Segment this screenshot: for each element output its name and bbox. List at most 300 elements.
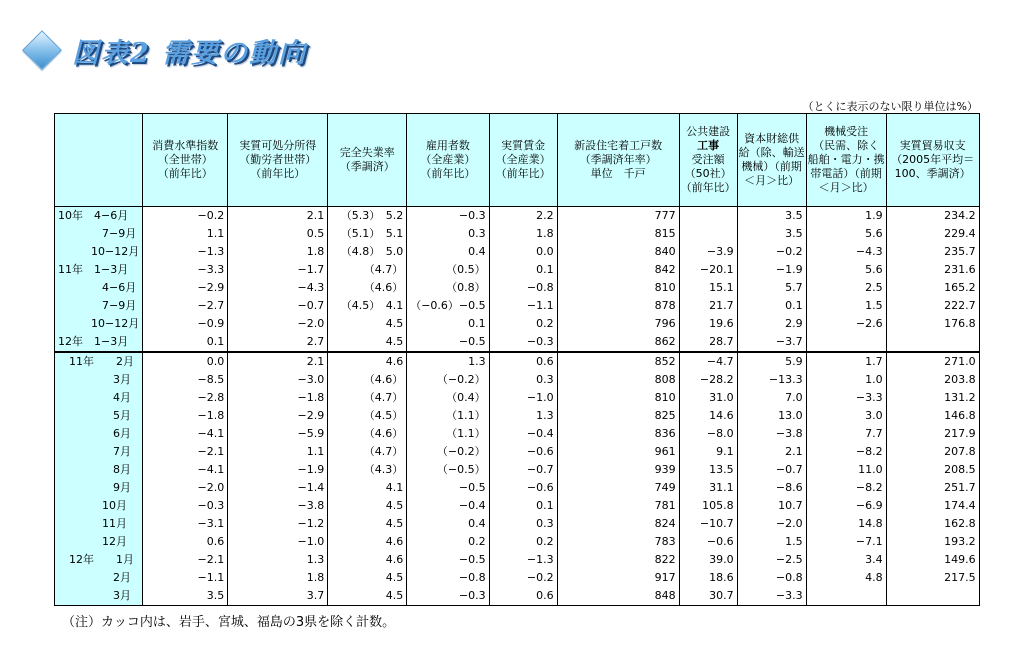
data-cell: −1.4 [228, 479, 328, 497]
row-label: 4−6月 [55, 279, 143, 297]
data-cell: −0.8 [737, 569, 806, 587]
data-cell: 825 [557, 407, 679, 425]
data-cell: −8.6 [737, 479, 806, 497]
demand-trends-table [54, 113, 980, 606]
column-header-line: （勤労者世帯） [239, 153, 317, 166]
data-cell: −3.8 [737, 425, 806, 443]
data-cell: 1.8 [228, 569, 328, 587]
data-cell: 21.7 [679, 297, 737, 315]
column-header-line: ＜月＞比） [818, 181, 874, 194]
data-cell: −1.2 [228, 515, 328, 533]
table-row [55, 297, 980, 315]
column-header [557, 114, 679, 207]
data-cell: 939 [557, 461, 679, 479]
data-cell: −1.8 [143, 407, 228, 425]
row-label: 11年 2月 [55, 352, 143, 371]
page-title: 図表2 需要の動向 [72, 37, 308, 69]
data-cell [886, 333, 979, 352]
data-cell: 2.1 [228, 352, 328, 371]
data-cell: 19.6 [679, 315, 737, 333]
data-cell: −0.6 [489, 443, 557, 461]
data-cell: 222.7 [886, 297, 979, 315]
data-cell: −0.6 [489, 479, 557, 497]
unit-note: （とくに表示のない限り単位は%） [802, 100, 978, 113]
data-cell: 4.5 [328, 497, 407, 515]
data-cell: 176.8 [886, 315, 979, 333]
data-cell: （4.5） 4.1 [328, 297, 407, 315]
data-cell: 14.8 [806, 515, 886, 533]
data-cell: 207.8 [886, 443, 979, 461]
data-cell: 9.1 [679, 443, 737, 461]
column-header-line: 帯電話）（前期 [810, 167, 882, 180]
data-cell: 0.1 [737, 297, 806, 315]
data-cell: −4.1 [143, 425, 228, 443]
data-cell: 13.0 [737, 407, 806, 425]
column-header-line: （前年比） [420, 167, 476, 180]
data-cell: 3.4 [806, 551, 886, 569]
data-cell [806, 333, 886, 352]
data-cell: −2.1 [143, 551, 228, 569]
table-row [55, 315, 980, 333]
data-cell: 193.2 [886, 533, 979, 551]
column-header [228, 114, 328, 207]
column-header [679, 114, 737, 207]
data-cell [679, 207, 737, 226]
data-cell: 836 [557, 425, 679, 443]
data-cell: 2.2 [489, 207, 557, 226]
data-cell: 0.5 [228, 225, 328, 243]
data-cell: −0.8 [489, 279, 557, 297]
table-row [55, 443, 980, 461]
data-cell: −0.4 [489, 425, 557, 443]
data-cell: −2.1 [143, 443, 228, 461]
data-cell: 0.1 [407, 315, 489, 333]
table-row [55, 225, 980, 243]
row-label: 3月 [55, 371, 143, 389]
column-header-line: 資本財総供 [744, 132, 800, 145]
data-cell: 235.7 [886, 243, 979, 261]
data-cell: 4.5 [328, 515, 407, 533]
data-cell: （4.8） 5.0 [328, 243, 407, 261]
column-header-line: 消費水準指数 [152, 139, 219, 152]
data-cell: 0.2 [489, 533, 557, 551]
data-cell: −2.9 [143, 279, 228, 297]
row-label: 8月 [55, 461, 143, 479]
data-cell: （4.3） [328, 461, 407, 479]
data-cell: （−0.2） [407, 443, 489, 461]
column-header-line: （50社） [684, 167, 732, 180]
data-cell: 1.5 [737, 533, 806, 551]
data-cell: −0.3 [489, 333, 557, 352]
data-cell: （4.7） [328, 443, 407, 461]
data-cell: −8.5 [143, 371, 228, 389]
data-cell: −5.9 [228, 425, 328, 443]
data-cell: 229.4 [886, 225, 979, 243]
data-cell: −0.5 [407, 333, 489, 352]
data-cell: 822 [557, 551, 679, 569]
data-cell: 10.7 [737, 497, 806, 515]
data-cell: 862 [557, 333, 679, 352]
data-cell: −8.2 [806, 479, 886, 497]
data-cell: 5.6 [806, 225, 886, 243]
data-cell: −0.2 [143, 207, 228, 226]
data-cell: 4.8 [806, 569, 886, 587]
data-cell: 162.8 [886, 515, 979, 533]
data-cell: 5.7 [737, 279, 806, 297]
data-cell: 2.5 [806, 279, 886, 297]
data-cell: 0.6 [489, 352, 557, 371]
data-cell: −1.1 [489, 297, 557, 315]
data-cell: −7.1 [806, 533, 886, 551]
row-label: 12月 [55, 533, 143, 551]
data-cell: 4.5 [328, 569, 407, 587]
data-cell: −0.8 [407, 569, 489, 587]
data-cell: −1.1 [143, 569, 228, 587]
data-cell: 30.7 [679, 587, 737, 606]
row-label: 12年 1−3月 [55, 333, 143, 352]
data-cell: 961 [557, 443, 679, 461]
data-cell: 783 [557, 533, 679, 551]
data-cell: 3.7 [228, 587, 328, 606]
data-cell: 13.5 [679, 461, 737, 479]
table-row [55, 425, 980, 443]
data-cell: 0.1 [489, 261, 557, 279]
data-cell: （4.6） [328, 279, 407, 297]
data-cell: 917 [557, 569, 679, 587]
column-header-line: （前年比） [495, 167, 551, 180]
data-cell: 3.5 [737, 207, 806, 226]
data-cell: 2.9 [737, 315, 806, 333]
data-cell: （1.1） [407, 425, 489, 443]
column-header-line: （季調済年率） [579, 153, 657, 166]
column-header-line: 実質賃金 [501, 139, 546, 152]
data-cell: 842 [557, 261, 679, 279]
data-cell: （4.7） [328, 261, 407, 279]
column-header [737, 114, 806, 207]
data-cell: 174.4 [886, 497, 979, 515]
data-cell: −0.7 [737, 461, 806, 479]
data-cell: −28.2 [679, 371, 737, 389]
data-cell: −4.7 [679, 352, 737, 371]
row-label: 3月 [55, 587, 143, 606]
data-cell: 28.7 [679, 333, 737, 352]
table-row [55, 207, 980, 226]
row-label: 7−9月 [55, 225, 143, 243]
table-row [55, 461, 980, 479]
data-cell: −0.6 [679, 533, 737, 551]
data-cell: −13.3 [737, 371, 806, 389]
data-cell: 208.5 [886, 461, 979, 479]
data-cell: −0.3 [143, 497, 228, 515]
data-cell: −4.3 [228, 279, 328, 297]
data-cell: 2.1 [737, 443, 806, 461]
data-cell: −3.8 [228, 497, 328, 515]
data-cell: （1.1） [407, 407, 489, 425]
data-cell: −8.2 [806, 443, 886, 461]
data-cell: 7.7 [806, 425, 886, 443]
data-cell: 749 [557, 479, 679, 497]
data-cell: −2.0 [737, 515, 806, 533]
data-cell: −0.5 [407, 551, 489, 569]
row-label: 10月 [55, 497, 143, 515]
data-cell: （0.5） [407, 261, 489, 279]
data-cell: 18.6 [679, 569, 737, 587]
data-cell [806, 587, 886, 606]
data-cell: 796 [557, 315, 679, 333]
column-header [886, 114, 979, 207]
table-row [55, 551, 980, 569]
data-cell: 0.4 [407, 243, 489, 261]
table-row [55, 243, 980, 261]
row-label: 11年 1−3月 [55, 261, 143, 279]
data-cell: （4.6） [328, 371, 407, 389]
table-row [55, 407, 980, 425]
table-row [55, 587, 980, 606]
column-header-line: （2005年平均＝ [891, 153, 975, 166]
data-cell: 0.3 [489, 515, 557, 533]
row-label: 10年 4−6月 [55, 207, 143, 226]
column-header-line: 単位 千戸 [590, 167, 646, 180]
column-header [143, 114, 228, 207]
data-cell: 0.3 [489, 371, 557, 389]
data-cell: 0.3 [407, 225, 489, 243]
data-cell: 1.3 [489, 407, 557, 425]
data-cell: 15.1 [679, 279, 737, 297]
row-label: 10−12月 [55, 243, 143, 261]
data-cell: 0.1 [489, 497, 557, 515]
row-label: 2月 [55, 569, 143, 587]
data-cell: 4.1 [328, 479, 407, 497]
data-cell: −0.2 [737, 243, 806, 261]
data-cell: 39.0 [679, 551, 737, 569]
data-cell: −1.0 [228, 533, 328, 551]
data-cell: −1.9 [228, 461, 328, 479]
data-cell: −20.1 [679, 261, 737, 279]
data-cell: 234.2 [886, 207, 979, 226]
data-cell: 105.8 [679, 497, 737, 515]
data-cell: （−0.2） [407, 371, 489, 389]
data-cell: 1.3 [228, 551, 328, 569]
data-cell: 4.5 [328, 587, 407, 606]
table-row [55, 389, 980, 407]
data-cell: （5.3） 5.2 [328, 207, 407, 226]
data-cell: −4.3 [806, 243, 886, 261]
data-cell: 810 [557, 279, 679, 297]
column-header-line: 100、季調済） [894, 167, 971, 180]
column-header-line: （季調済） [339, 160, 395, 173]
table-row [55, 569, 980, 587]
data-cell: 31.1 [679, 479, 737, 497]
data-cell: 14.6 [679, 407, 737, 425]
data-cell: 2.1 [228, 207, 328, 226]
data-cell: （0.4） [407, 389, 489, 407]
data-cell: −3.0 [228, 371, 328, 389]
column-header [328, 114, 407, 207]
data-cell [886, 587, 979, 606]
data-cell: 5.6 [806, 261, 886, 279]
header-row [55, 114, 980, 207]
data-cell: 815 [557, 225, 679, 243]
column-header-line: 完全失業率 [339, 146, 395, 159]
data-cell: −2.6 [806, 315, 886, 333]
table-body [55, 207, 980, 606]
data-cell: −1.7 [228, 261, 328, 279]
data-cell: 0.6 [143, 533, 228, 551]
data-cell: −2.0 [143, 479, 228, 497]
table-row [55, 279, 980, 297]
data-cell: 0.0 [489, 243, 557, 261]
data-cell: −1.3 [489, 551, 557, 569]
data-cell: 0.2 [489, 315, 557, 333]
data-cell: 878 [557, 297, 679, 315]
data-cell: −3.1 [143, 515, 228, 533]
column-header [489, 114, 557, 207]
data-cell [679, 225, 737, 243]
data-cell: 217.9 [886, 425, 979, 443]
data-cell: 1.9 [806, 207, 886, 226]
data-cell: 0.6 [489, 587, 557, 606]
column-header-line: 給（除、輸送 [738, 146, 805, 159]
data-cell: 4.6 [328, 352, 407, 371]
data-cell: −10.7 [679, 515, 737, 533]
data-cell: −2.0 [228, 315, 328, 333]
data-cell: 165.2 [886, 279, 979, 297]
data-cell: （5.1） 5.1 [328, 225, 407, 243]
data-cell: −3.3 [737, 587, 806, 606]
data-cell: −3.3 [806, 389, 886, 407]
data-cell: 11.0 [806, 461, 886, 479]
row-label: 9月 [55, 479, 143, 497]
data-cell: 840 [557, 243, 679, 261]
data-cell: −0.7 [228, 297, 328, 315]
data-cell: 781 [557, 497, 679, 515]
data-cell: −1.3 [143, 243, 228, 261]
data-cell: 0.0 [143, 352, 228, 371]
column-header [407, 114, 489, 207]
data-cell: −1.8 [228, 389, 328, 407]
row-label: 11月 [55, 515, 143, 533]
data-cell: 1.7 [806, 352, 886, 371]
data-cell: 231.6 [886, 261, 979, 279]
data-cell: 7.0 [737, 389, 806, 407]
data-cell: −0.3 [407, 207, 489, 226]
data-cell: −0.5 [407, 479, 489, 497]
data-cell: −3.3 [143, 261, 228, 279]
table-row [55, 261, 980, 279]
data-cell: 149.6 [886, 551, 979, 569]
data-cell: 0.2 [407, 533, 489, 551]
data-cell: （4.5） [328, 407, 407, 425]
data-cell: 31.0 [679, 389, 737, 407]
row-label: 5月 [55, 407, 143, 425]
column-header-line: 船舶・電力・携 [807, 153, 885, 166]
data-cell: 777 [557, 207, 679, 226]
table-row [55, 479, 980, 497]
row-label: 7月 [55, 443, 143, 461]
data-cell: 848 [557, 587, 679, 606]
data-cell: −0.7 [489, 461, 557, 479]
row-label: 7−9月 [55, 297, 143, 315]
data-cell: 1.3 [407, 352, 489, 371]
data-cell: −0.3 [407, 587, 489, 606]
row-label: 12年 1月 [55, 551, 143, 569]
column-header-line: ＜月＞比） [744, 174, 800, 187]
table-row [55, 333, 980, 352]
row-label: 10−12月 [55, 315, 143, 333]
data-cell: 1.8 [228, 243, 328, 261]
column-header-line: （前年比） [157, 167, 213, 180]
data-cell: （4.6） [328, 425, 407, 443]
column-header-line: 工事 [697, 139, 720, 152]
column-header [806, 114, 886, 207]
data-cell: 1.5 [806, 297, 886, 315]
data-cell: −2.5 [737, 551, 806, 569]
column-header-line: 受注額 [691, 153, 725, 166]
data-cell: 852 [557, 352, 679, 371]
data-cell: −0.9 [143, 315, 228, 333]
row-label: 4月 [55, 389, 143, 407]
column-header-line: 実質貿易収支 [899, 139, 966, 152]
data-cell: 0.4 [407, 515, 489, 533]
column-header-line: （全産業） [420, 153, 476, 166]
data-cell: −3.7 [737, 333, 806, 352]
data-cell: 1.1 [143, 225, 228, 243]
column-header-line: （前年比） [680, 181, 736, 194]
data-cell: 1.0 [806, 371, 886, 389]
footnote: （注）カッコ内は、岩手、宮城、福島の3県を除く計数。 [62, 615, 396, 630]
data-cell: −0.4 [407, 497, 489, 515]
data-cell: 810 [557, 389, 679, 407]
table-row [55, 497, 980, 515]
data-cell: 3.5 [143, 587, 228, 606]
data-cell: 4.6 [328, 533, 407, 551]
column-header-line: 雇用者数 [425, 139, 470, 152]
data-cell: 4.5 [328, 315, 407, 333]
column-header-line: 新設住宅着工戸数 [574, 139, 663, 152]
title-area [22, 28, 307, 72]
column-header-line: 実質可処分所得 [239, 139, 317, 152]
table-row [55, 352, 980, 371]
diamond-bullet-icon [22, 30, 62, 70]
column-header-line: （民需、除く [813, 139, 880, 152]
data-cell: 217.5 [886, 569, 979, 587]
data-cell: −2.9 [228, 407, 328, 425]
data-cell: 3.5 [737, 225, 806, 243]
data-cell: 0.1 [143, 333, 228, 352]
table-row [55, 515, 980, 533]
data-cell: 5.9 [737, 352, 806, 371]
data-cell: 1.8 [489, 225, 557, 243]
data-cell: 824 [557, 515, 679, 533]
data-cell: 4.5 [328, 333, 407, 352]
data-cell: −8.0 [679, 425, 737, 443]
data-cell: −0.2 [489, 569, 557, 587]
column-header-line: （前年比） [250, 167, 306, 180]
data-cell: −2.7 [143, 297, 228, 315]
data-cell: （−0.6）−0.5 [407, 297, 489, 315]
corner-cell [55, 114, 143, 207]
data-cell: （−0.5） [407, 461, 489, 479]
data-cell: 271.0 [886, 352, 979, 371]
data-cell: 808 [557, 371, 679, 389]
data-cell: 4.6 [328, 551, 407, 569]
data-cell: −4.1 [143, 461, 228, 479]
data-cell: 3.0 [806, 407, 886, 425]
data-cell: （0.8） [407, 279, 489, 297]
row-label: 6月 [55, 425, 143, 443]
table-row [55, 533, 980, 551]
data-cell: （4.7） [328, 389, 407, 407]
